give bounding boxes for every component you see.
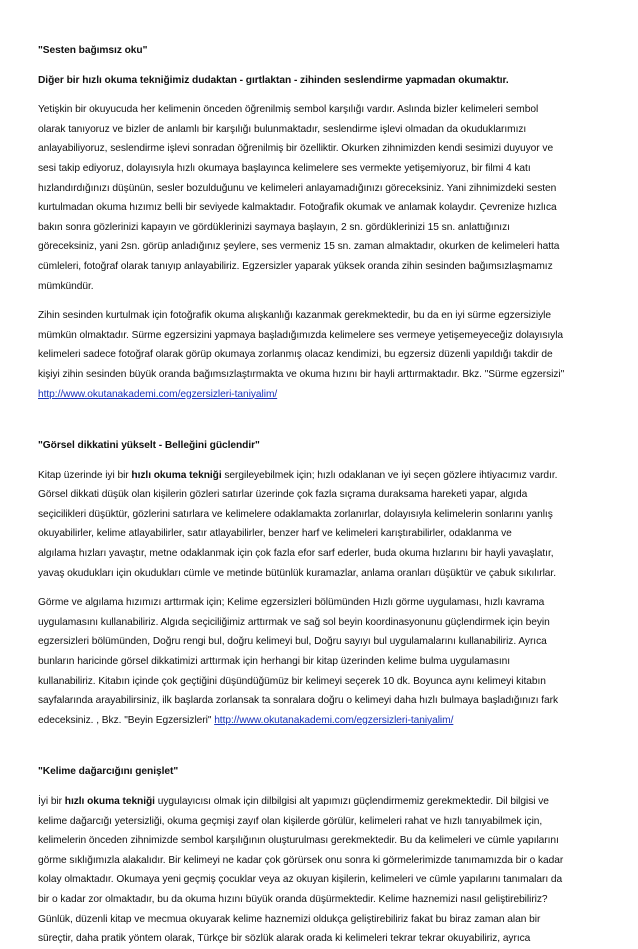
beyin-egzersizleri-link[interactable]: http://www.okutanakademi.com/egzersizleri-taniyalim/ [214,714,454,726]
bold-term: hızlı okuma tekniği [64,796,155,807]
section-title-kelime: "Kelime dağarcığını genişlet" [38,766,179,778]
paragraph-sesten-1: Yetişkin bir okuyucuda her kelimenin önceden öğrenilmiş sembol karşılığı vardır. Aslında bizler kelimeleri sembol olarak tanıyoruz ve bizler de anlamlı bir karşılığı bulunmaktadır, seslendirme işlevi olmadan da okuduklarımızı anlayabiliyoruz, seslendirme işlevi sonradan öğrenilmiş bir özelliktir. Okurken zihnimizden kendi sesimizi duyuyor ve sesi takip ediyoruz, dolayısıyla hızlı okumaya başlayınca kelimelere ses vermekte yetişemiyoruz, bir filmi 4 katı hızlandırdığınızı düşünün, sesler bozulduğunu ve kelimeleri anlayamadığınızı göreceksiniz. Yani zihnimizdeki sesten kurtulmadan okuma hızımız belli bir seviyede kalmaktadır. Fotoğrafik okumak ve anlamak kolaydır. Çevrenize hızlıca bakın sonra gözlerinizi kapayın ve gördüklerinizi saymaya başlayın, 2 sn. gördüklerinizi 15 sn. anlattığınızı göreceksiniz, yani 2sn. görüp anladığınız şeylere, ses vermeniz 15 sn. zaman almaktadır, okurken de kelimeleri hatta cümleleri, fotoğraf olarak tanıyıp anlayabiliriz. Egzersizler yaparak yüksek oranda zihin sesinden bağımsızlaşmamız mümkündür. [38,104,560,292]
paragraph-sesten-2: Zihin sesinden kurtulmak için fotoğrafik okuma alışkanlığı kazanmak gerekmektedir, bu da en iyi sürme egzersiziyle mümkün olmaktadır. Sürme egzersizini yapmaya başladığımızda kelimelere ses vermeye yetişemeyeceğiz dolayısıyla kelimeleri sadece fotoğraf olarak görüp okumaya zorlanmış olacaz kendimizi, bu egzersiz düzenli yapıldığı takdir de kişiyi zihin sesinden büyük oranda bağımsızlaştırmakta ve okuma hızını bir hayli arttırmaktadır. Bkz. "Sürme egzersizi" http://www.okutanakademi.com/egzersizleri-taniyalim/ [38,310,565,400]
bold-term: hızlı okuma tekniği [131,469,222,481]
paragraph-gorsel-2: Görme ve algılama hızımızı arttırmak için; Kelime egzersizleri bölümünden Hızlı görme uygulaması, hızlı kavrama uygulamasını kullanabiliriz. Algıda seçiciliğimiz arttırmak ve sağ sol beyin koordinasyonunu güçlendirmek için beyin egzersizleri bölümünden, Doğru rengi bul, doğru kelimeyi bul, Doğru sayıyı bul uygulamalarını kullanabiliriz. Ayrıca bunların haricinde görsel dikkatimizi arttırmak için herhangi bir kitap üzerinden kelime bulma uygulamasını kullanabiliriz. Kitabın içinde çok geçtiğini düşündüğümüz bir kelimeyi seçerek 10 dk. Boyunca aynı kelimeyi kitabın sayfalarında arayabilirsiniz, ilk başlarda zorlansak ta sonralara doğru o kelimeyi daha hızlı bulmaya başladığınızı fark edeceksiniz. , Bkz. "Beyin Egzersizleri" http://www.okutanakademi.com/egzersizleri-taniyalim/ [38,597,559,726]
surme-egzersizi-link[interactable]: http://www.okutanakademi.com/egzersizleri-taniyalim/ [38,388,278,400]
section-subtitle-sesten: Diğer bir hızlı okuma tekniğimiz dudaktan - gırtlaktan - zihinden seslendirme yapmadan okumaktır. [38,74,509,86]
section-title-gorsel: "Görsel dikkatini yükselt - Belleğini güclendir" [38,440,260,452]
section-title-sesten: "Sesten bağımsız oku" [38,45,148,56]
paragraph-kelime-1: İyi bir hızlı okuma tekniği uygulayıcısı olmak için dilbilgisi alt yapımızı güçlendirmemiz gerekmektedir. Dil bilgisi ve kelime dağarcığı yetersizliği, okuma geçmişi zayıf olan kişilerde görülür, kelimeleri rahat ve hızlı tanıyabilmek için, kelimelerin önceden zihnimizde sembol karşılığının oluşturulması gerekmektedir. Bu da kelimeleri ve cümle yapılarını görme sıklığımızla alakalıdır. Bir kelimeyi ne kadar çok görürsek onu sonra ki görmelerimizde tanımamızda bir o kadar kolay olmaktadır. Okumaya yeni geçmiş çocuklar veya az okuyan kişilerin, kelimeleri ve cümle yapılarını tanımaları da bir o kadar zor olmaktadır, bu da okuma hızını büyük oranda düşürmektedir. Kelime haznemizi nasıl geliştirebiliriz? Günlük, düzenli kitap ve mecmua okuyarak kelime haznemizi oldukça geliştirebiliriz fakat bu biraz zaman alan bir süreçtir, daha pratik yöntem olarak, Türkçe bir sözlük alarak orada ki kelimeleri tekrar tekrar okuyabiliriz, ayrıca [38,796,564,945]
paragraph-gorsel-1: Kitap üzerinde iyi bir hızlı okuma tekniği sergileyebilmek için; hızlı odaklanan ve iyi seçen gözlere ihtiyacımız vardır. Görsel dikkati düşük olan kişilerin gözleri satırlar üzerinde çok fazla sıçrama duraksama hareketi yapar, algıda seçicilikleri düşüktür, gözlerini satırlara ve kelimelere odaklamakta zorlanırlar, dolayısıyla kelimelerin sonlarını yanlış okuyabilirler, kelime atlayabilirler, satır atlayabilirler, benzer harf ve kelimeleri karıştırabilirler, odaklanma ve algılama hızları yavaştır, metne odaklanmak için çok fazla efor sarf ederler, buda okuma hızlarını bir hayli yavaşlatır, yavaş okudukları için okudukları cümle ve metinde bütünlük kuramazlar, anlama oranları düşüktür ve çabuk sıkılırlar. [38,469,558,579]
